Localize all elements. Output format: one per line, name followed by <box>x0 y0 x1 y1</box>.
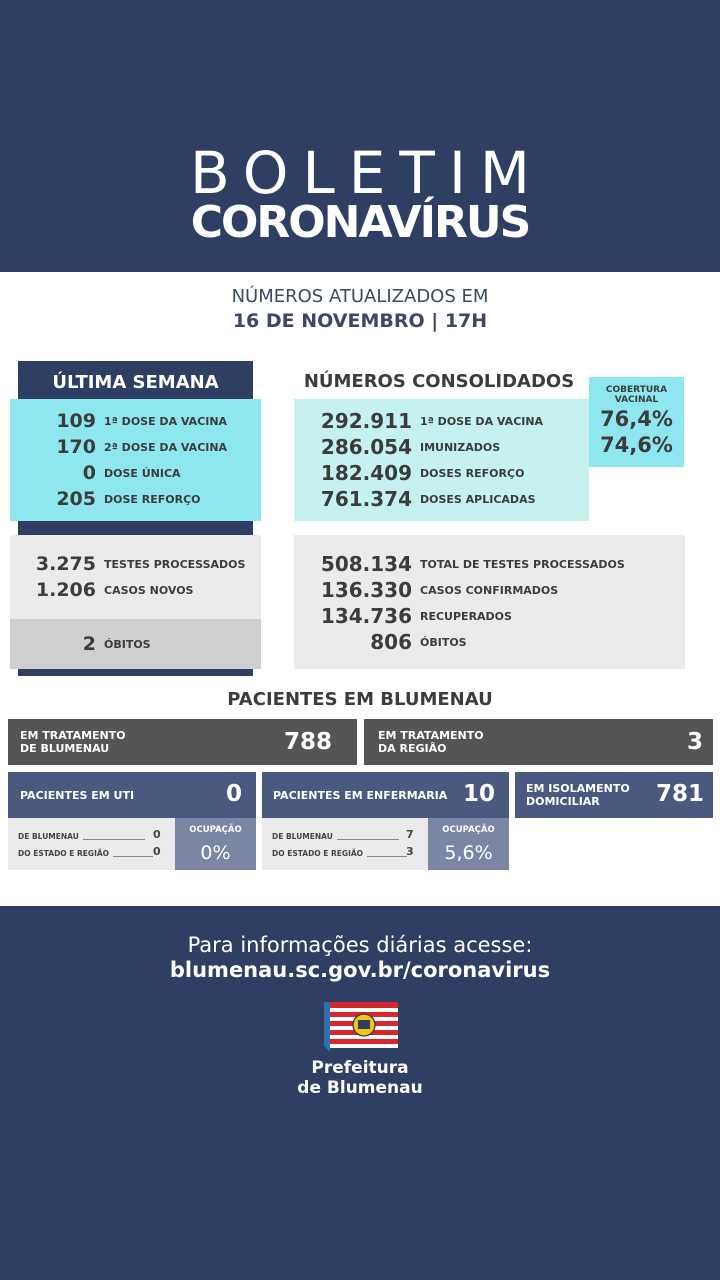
consolidated-title: NÚMEROS CONSOLIDADOS <box>303 371 575 392</box>
stat-value: 109 <box>56 410 96 432</box>
treatment-blumenau-box <box>8 719 357 765</box>
stat-label: RECUPERADOS <box>420 609 512 623</box>
label-line1: EM ISOLAMENTO <box>526 782 630 795</box>
label-line2: DOMICILIAR <box>526 795 600 808</box>
header-banner <box>0 0 720 272</box>
org-name-line1: Prefeitura <box>311 1058 409 1078</box>
consolidated-vaccines-panel <box>294 399 589 521</box>
ward-occupancy <box>428 818 509 870</box>
icu-box <box>8 772 256 818</box>
updated-label: NÚMEROS ATUALIZADOS EM <box>231 286 489 307</box>
ward-from-region-value: 3 <box>406 845 414 858</box>
treatment-region-value: 3 <box>686 729 703 755</box>
last-week-vaccine-row <box>10 408 227 434</box>
stat-label: 1ª DOSE DA VACINA <box>420 414 544 428</box>
ward-occupancy-value: 5,6% <box>444 842 493 864</box>
vaccine-coverage-box <box>589 377 684 467</box>
ward-from-blumenau-value: 7 <box>406 828 414 841</box>
last-week-vaccines-panel <box>10 399 261 521</box>
stat-value: 806 <box>370 630 412 654</box>
consolidated-vaccine-row <box>294 460 524 486</box>
last-week-tests-panel <box>10 535 261 619</box>
icu-from-blumenau-value: 0 <box>153 828 161 841</box>
stat-value: 292.911 <box>320 409 412 433</box>
divider <box>367 856 407 857</box>
stat-label: DOSES REFORÇO <box>420 466 525 480</box>
icu-from-blumenau-label: DE BLUMENAU <box>18 831 79 841</box>
ward-label: PACIENTES EM ENFERMARIA <box>273 789 448 802</box>
stat-value: 0 <box>82 462 96 484</box>
stat-label: DOSE ÚNICA <box>104 466 181 480</box>
info-text: Para informações diárias acesse: <box>187 933 533 957</box>
coverage-title-line1: COBERTURA <box>605 385 668 395</box>
stat-label: 1ª DOSE DA VACINA <box>104 414 228 428</box>
org-name-line2: de Blumenau <box>297 1078 423 1098</box>
title-boletim: BOLETIM <box>190 139 544 207</box>
stat-label: DOSE REFORÇO <box>104 492 201 506</box>
consolidated-test-row <box>294 629 467 655</box>
consolidated-vaccine-row <box>294 486 536 512</box>
stat-value: 508.134 <box>320 552 412 576</box>
footer <box>0 906 720 1280</box>
stat-label: CASOS NOVOS <box>104 583 194 597</box>
stat-value: 761.374 <box>320 487 412 511</box>
last-week-vaccine-row <box>10 434 227 460</box>
icu-occupancy <box>175 818 256 870</box>
stat-label: 2ª DOSE DA VACINA <box>104 440 228 454</box>
patients-title: PACIENTES EM BLUMENAU <box>227 689 493 710</box>
consolidated-tests-panel <box>294 535 685 669</box>
last-week-title: ÚLTIMA SEMANA <box>52 372 219 393</box>
ward-detail <box>262 818 428 870</box>
title-coronavirus: CORONAVÍRUS <box>190 197 530 248</box>
stat-value: 136.330 <box>320 578 412 602</box>
ward-box <box>262 772 509 818</box>
divider <box>113 856 153 857</box>
icu-from-region-label: DO ESTADO E REGIÃO <box>18 848 110 858</box>
consolidated-test-row <box>294 577 558 603</box>
icu-label: PACIENTES EM UTI <box>20 789 135 802</box>
last-week-vaccine-row <box>10 486 201 512</box>
isolation-value: 781 <box>655 781 704 807</box>
stat-value: 286.054 <box>320 435 412 459</box>
stat-value: 134.736 <box>320 604 412 628</box>
label-line1: EM TRATAMENTO <box>20 729 126 742</box>
consolidated-test-row <box>294 603 512 629</box>
consolidated-vaccine-row <box>294 434 500 460</box>
ward-value: 10 <box>462 781 495 807</box>
treatment-blumenau-label <box>20 729 126 755</box>
coverage-immunized: 74,6% <box>600 433 673 457</box>
label-line2: DE BLUMENAU <box>20 742 110 755</box>
divider <box>337 839 399 840</box>
deaths-value: 2 <box>82 633 96 655</box>
stat-label: ÓBITOS <box>420 635 467 649</box>
icu-occupancy-value: 0% <box>200 842 231 864</box>
icu-value: 0 <box>225 781 242 807</box>
blumenau-flag-icon <box>320 1002 400 1052</box>
stat-label: TOTAL DE TESTES PROCESSADOS <box>420 557 625 571</box>
ward-occupancy-label: OCUPAÇÃO <box>442 825 495 835</box>
divider <box>83 839 145 840</box>
stat-label: IMUNIZADOS <box>420 440 501 454</box>
updated-date: 16 DE NOVEMBRO | 17H <box>232 310 488 332</box>
last-week-test-row <box>10 577 193 603</box>
last-week-deaths-panel <box>10 619 261 669</box>
consolidated-test-row <box>294 551 625 577</box>
ward-from-region-label: DO ESTADO E REGIÃO <box>272 848 364 858</box>
stat-value: 170 <box>56 436 96 458</box>
coverage-first-dose: 76,4% <box>600 407 673 431</box>
stat-value: 1.206 <box>35 579 96 601</box>
stat-label: TESTES PROCESSADOS <box>104 557 246 571</box>
isolation-label <box>526 782 630 808</box>
label-line1: EM TRATAMENTO <box>378 729 484 742</box>
icu-from-region-row <box>18 846 157 860</box>
stat-label: DOSES APLICADAS <box>420 492 536 506</box>
isolation-box <box>515 772 713 818</box>
website-link[interactable]: blumenau.sc.gov.br/coronavirus <box>169 958 551 982</box>
treatment-region-box <box>364 719 713 765</box>
ward-from-region-row <box>272 846 411 860</box>
stat-label: CASOS CONFIRMADOS <box>420 583 559 597</box>
treatment-region-label <box>378 729 484 755</box>
label-line2: DA REGIÃO <box>378 742 447 755</box>
coverage-title-line2: VACINAL <box>614 395 659 405</box>
last-week-deaths-row <box>10 631 151 657</box>
ward-from-blumenau-row <box>272 829 403 843</box>
icu-from-blumenau-row <box>18 829 149 843</box>
icu-occupancy-label: OCUPAÇÃO <box>189 825 242 835</box>
stat-value: 205 <box>56 488 96 510</box>
coverage-title <box>589 385 684 405</box>
ward-from-blumenau-label: DE BLUMENAU <box>272 831 333 841</box>
icu-from-region-value: 0 <box>153 845 161 858</box>
deaths-label: ÓBITOS <box>104 637 151 651</box>
last-week-test-row <box>10 551 245 577</box>
treatment-blumenau-value: 788 <box>283 729 332 755</box>
consolidated-vaccine-row <box>294 408 543 434</box>
icu-detail <box>8 818 175 870</box>
stat-value: 182.409 <box>320 461 412 485</box>
last-week-vaccine-row <box>10 460 181 486</box>
stat-value: 3.275 <box>35 553 96 575</box>
